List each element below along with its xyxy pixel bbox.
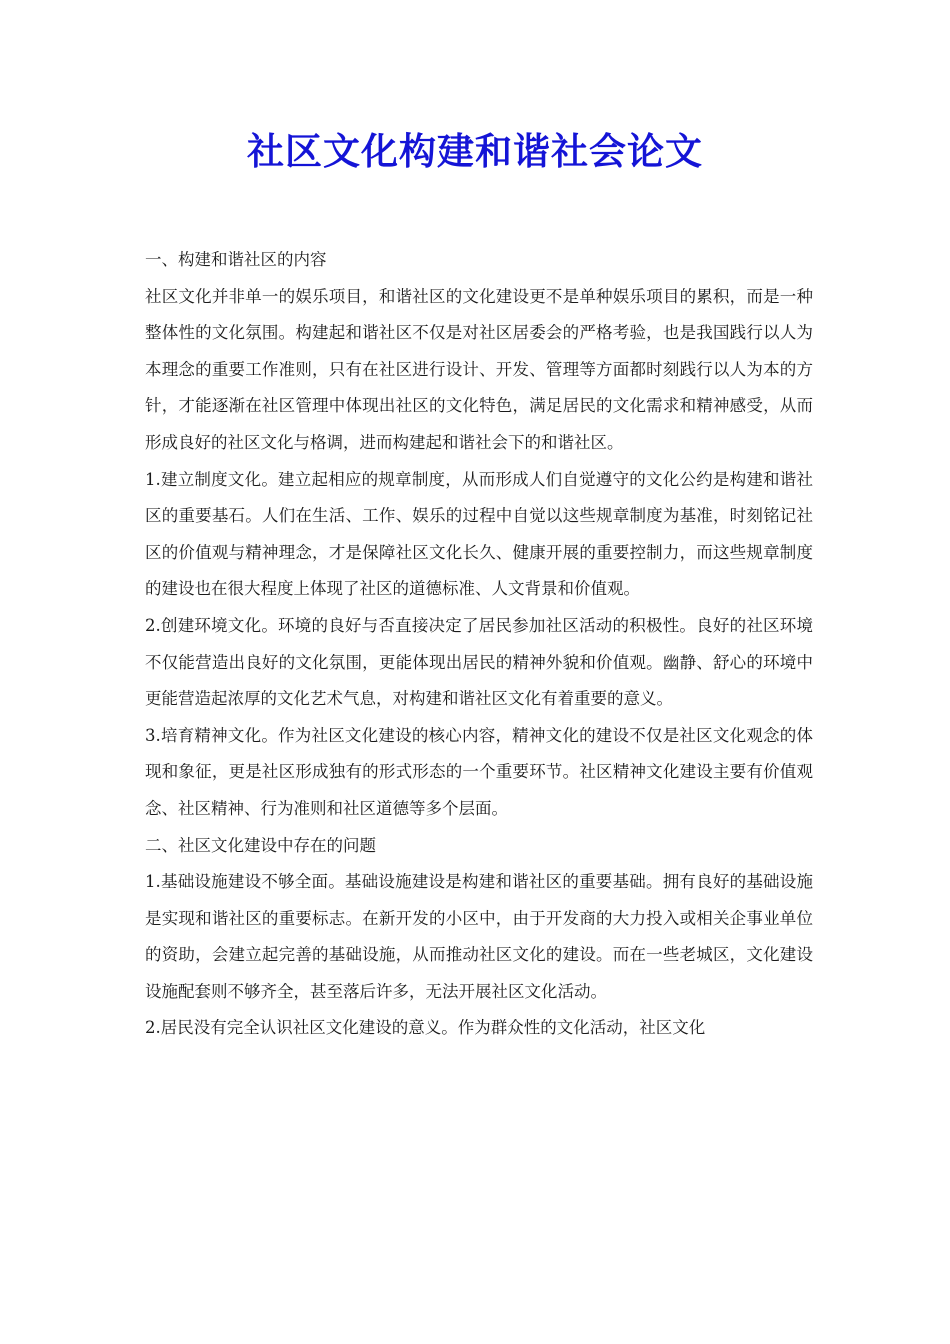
paragraph-institutional-culture: 1.建立制度文化。建立起相应的规章制度，从而形成人们自觉遵守的文化公约是构建和谐社区的重要基石。人们在生活、工作、娱乐的过程中自觉以这些规章制度为基准，时刻铭记社区的价值观与精神理念，才是保障社区文化长久、健康开展的重要控制力，而这些规章制度的建设也在很大程度上体现了社区的道德标准、人文背景和价值观。 bbox=[145, 469, 813, 599]
paragraph-infrastructure: 1.基础设施建设不够全面。基础设施建设是构建和谐社区的重要基础。拥有良好的基础设施是实现和谐社区的重要标志。在新开发的小区中，由于开发商的大力投入或相关企事业单位的资助，会建立起完善的基础设施，从而推动社区文化的建设。而在一些老城区，文化建设设施配套则不够齐全，甚至落后许多，无法开展社区文化活动。 bbox=[145, 872, 813, 1001]
document-title: 社区文化构建和谐社会论文 bbox=[247, 130, 703, 173]
section-heading-1: 一、构建和谐社区的内容 bbox=[145, 250, 327, 269]
document-body bbox=[145, 242, 813, 1047]
section-heading-2: 二、社区文化建设中存在的问题 bbox=[145, 835, 376, 855]
paragraph-environmental-culture: 2.创建环境文化。环境的良好与否直接决定了居民参加社区活动的积极性。良好的社区环境不仅能营造出良好的文化氛围，更能体现出居民的精神外貌和价值观。幽静、舒心的环境中更能营造起浓厚的文化艺术气息，对构建和谐社区文化有着重要的意义。 bbox=[145, 615, 813, 709]
paragraph-spiritual-culture: 3.培育精神文化。作为社区文化建设的核心内容，精神文化的建设不仅是社区文化观念的体现和象征，更是社区形成独有的形式形态的一个重要环节。社区精神文化建设主要有价值观念、社区精神、行为准则和社区道德等多个层面。 bbox=[145, 725, 813, 818]
paragraph-intro: 社区文化并非单一的娱乐项目，和谐社区的文化建设更不是单种娱乐项目的累积，而是一种整体性的文化氛围。构建起和谐社区不仅是对社区居委会的严格考验，也是我国践行以人为本理念的重要工作准则，只有在社区进行设计、开发、管理等方面都时刻践行以人为本的方针，才能逐渐在社区管理中体现出社区的文化特色，满足居民的文化需求和精神感受，从而形成良好的社区文化与格调，进而构建起和谐社会下的和谐社区。 bbox=[145, 286, 813, 452]
paragraph-residents-awareness: 2.居民没有完全认识社区文化建设的意义。作为群众性的文化活动，社区文化 bbox=[145, 1018, 706, 1038]
